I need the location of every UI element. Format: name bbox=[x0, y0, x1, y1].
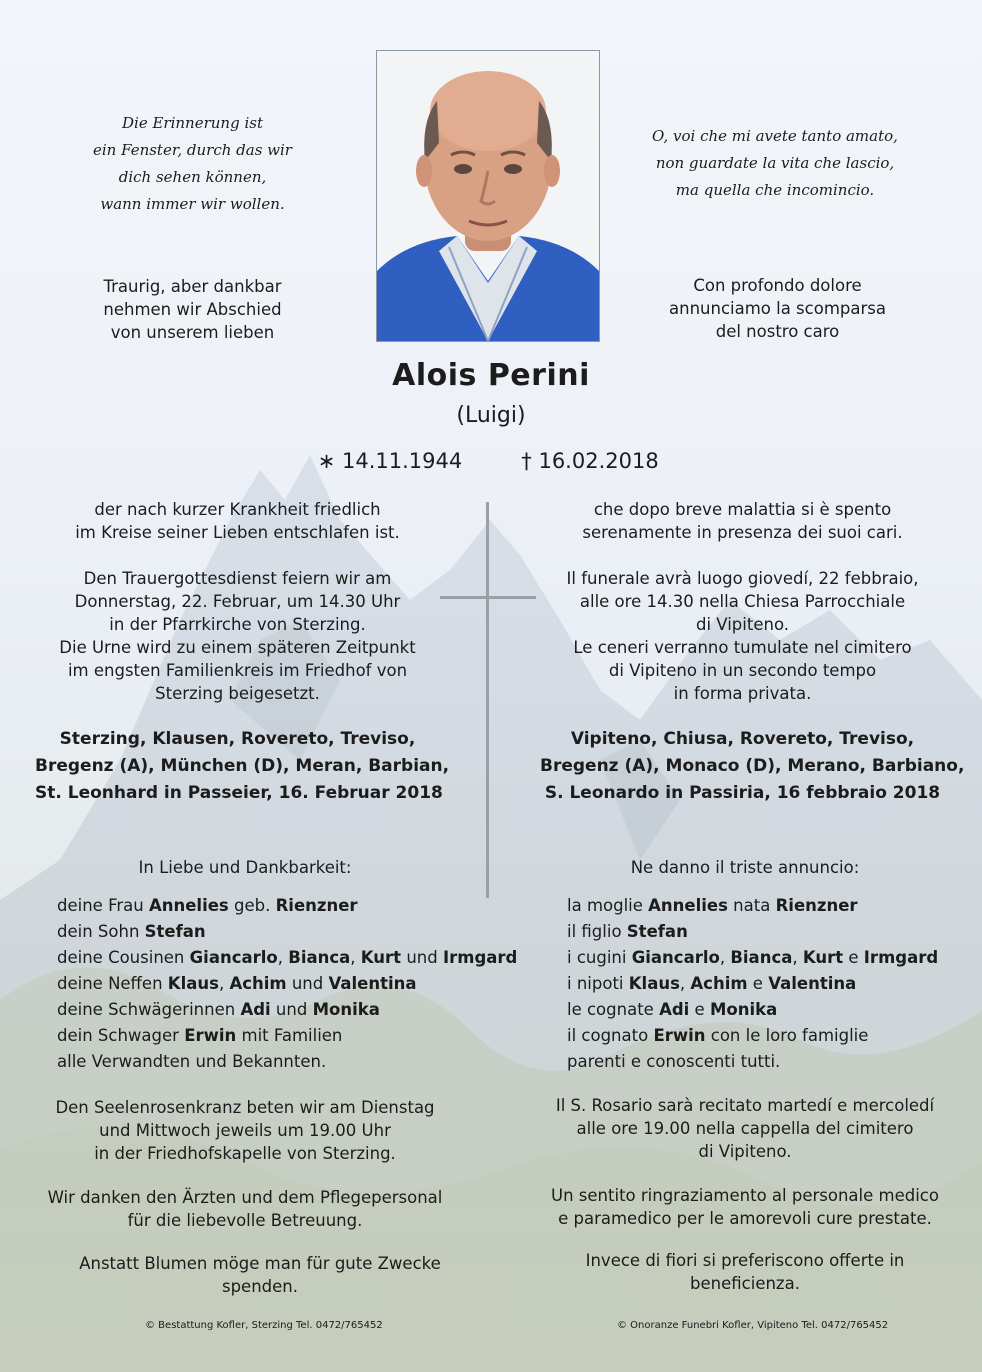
italian-thanks-line: e paramedico per le amorevoli cure prestate. bbox=[558, 1209, 932, 1228]
mourner-relation: , bbox=[719, 948, 731, 967]
mourner-line bbox=[567, 1023, 967, 1049]
italian-passing-line: serenamente in presenza dei suoi cari. bbox=[582, 523, 903, 542]
mourner-name: Monika bbox=[709, 1000, 778, 1019]
german-service-line: Sterzing beigesetzt. bbox=[155, 684, 320, 703]
mourner-relation: e bbox=[843, 948, 864, 967]
mourner-relation: deine Neffen bbox=[57, 974, 168, 993]
mourner-name: Bianca bbox=[730, 948, 793, 967]
german-quote-line: Die Erinnerung ist bbox=[122, 114, 263, 132]
mourner-name: Klaus bbox=[167, 974, 219, 993]
german-places-line: St. Leonhard in Passeier, 16. Februar 2018 bbox=[35, 783, 443, 803]
mourner-relation: , bbox=[679, 974, 691, 993]
german-mourners-title: In Liebe und Dankbarkeit: bbox=[138, 858, 352, 877]
birth-date: ∗ 14.11.1944 bbox=[317, 449, 463, 473]
mourner-relation: deine Frau bbox=[57, 896, 149, 915]
german-places-line: Bregenz (A), München (D), Meran, Barbian, bbox=[35, 756, 450, 776]
german-footer: © Bestattung Kofler, Sterzing Tel. 0472/765452 bbox=[145, 1320, 383, 1331]
italian-places-line: Bregenz (A), Monaco (D), Merano, Barbiano, bbox=[540, 756, 965, 776]
mourner-relation: geb. bbox=[228, 896, 276, 915]
german-passing-line: der nach kurzer Krankheit friedlich bbox=[94, 500, 381, 519]
deceased-name: Alois Perini bbox=[392, 358, 590, 393]
mourner-line bbox=[57, 1049, 447, 1075]
mourner-relation: il figlio bbox=[567, 922, 627, 941]
german-passing-line: im Kreise seiner Lieben entschlafen ist. bbox=[75, 523, 400, 542]
mourner-name: Rienzner bbox=[275, 896, 358, 915]
mourner-line bbox=[567, 893, 967, 919]
mourner-line bbox=[567, 919, 967, 945]
italian-thanks-line: Un sentito ringraziamento al personale medico bbox=[551, 1186, 939, 1205]
italian-mourners-title: Ne danno il triste annuncio: bbox=[630, 858, 860, 877]
german-quote-line: dich sehen können, bbox=[118, 168, 267, 186]
italian-service-line: Il funerale avrà luogo giovedí, 22 febbraio, bbox=[566, 569, 919, 588]
mourner-name: Giancarlo bbox=[631, 948, 720, 967]
mourner-relation: parenti e conoscenti tutti. bbox=[567, 1052, 781, 1071]
german-rosary-line: und Mittwoch jeweils um 19.00 Uhr bbox=[99, 1121, 391, 1140]
german-quote-line: wann immer wir wollen. bbox=[100, 195, 285, 213]
italian-places-line: Vipiteno, Chiusa, Rovereto, Treviso, bbox=[570, 729, 915, 749]
mourner-name: Adi bbox=[240, 1000, 271, 1019]
mourner-name: Annelies bbox=[148, 896, 229, 915]
mourner-relation: i cugini bbox=[567, 948, 632, 967]
mourner-relation: e bbox=[747, 974, 769, 993]
italian-thanks bbox=[540, 1184, 950, 1230]
german-intro-line: nehmen wir Abschied bbox=[103, 300, 282, 319]
italian-service-line: di Vipiteno. bbox=[696, 615, 789, 634]
mourner-name: Adi bbox=[659, 1000, 690, 1019]
portrait-photo bbox=[376, 50, 600, 342]
mourner-name: Irmgard bbox=[442, 948, 518, 967]
german-service-line: im engsten Familienkreis im Friedhof von bbox=[67, 661, 408, 680]
mourner-name: Klaus bbox=[628, 974, 680, 993]
german-places bbox=[35, 726, 450, 807]
german-quote-line: ein Fenster, durch das wir bbox=[93, 141, 292, 159]
mourner-relation: con le loro famiglie bbox=[705, 1026, 869, 1045]
mourner-name: Annelies bbox=[648, 896, 728, 915]
mourner-line bbox=[57, 893, 447, 919]
mourner-relation: la moglie bbox=[567, 896, 649, 915]
german-donation: Anstatt Blumen möge man für gute Zwecke spenden. bbox=[79, 1254, 441, 1296]
italian-intro bbox=[650, 274, 905, 343]
italian-intro-line: Con profondo dolore bbox=[693, 276, 862, 295]
mourner-line bbox=[57, 997, 447, 1023]
italian-rosary-line: alle ore 19.00 nella cappella del cimitero bbox=[576, 1119, 914, 1138]
italian-places bbox=[540, 726, 965, 807]
german-rosary bbox=[45, 1096, 445, 1165]
mourner-relation: , bbox=[277, 948, 289, 967]
german-intro bbox=[70, 275, 315, 344]
italian-quote-line: non guardate la vita che lascio, bbox=[655, 154, 895, 172]
italian-quote-line: O, voi che mi avete tanto amato, bbox=[652, 127, 898, 145]
mourner-name: Stefan bbox=[144, 922, 206, 941]
italian-rosary-line: di Vipiteno. bbox=[698, 1142, 792, 1161]
mourner-relation: dein Sohn bbox=[57, 922, 145, 941]
italian-intro-line: del nostro caro bbox=[715, 322, 840, 341]
german-rosary-line: in der Friedhofskapelle von Sterzing. bbox=[94, 1144, 396, 1163]
mourner-name: Erwin bbox=[184, 1026, 237, 1045]
mourner-relation: e bbox=[689, 1000, 710, 1019]
italian-service-line: in forma privata. bbox=[673, 684, 812, 703]
death-date: † 16.02.2018 bbox=[521, 449, 659, 473]
mourner-relation: , bbox=[218, 974, 230, 993]
mourner-name: Valentina bbox=[328, 974, 417, 993]
mourner-name: Achim bbox=[690, 974, 748, 993]
italian-footer: © Onoranze Funebri Kofler, Vipiteno Tel. 0472/765452 bbox=[617, 1320, 889, 1331]
german-service-line: in der Pfarrkirche von Sterzing. bbox=[109, 615, 366, 634]
mourner-line bbox=[567, 1049, 967, 1075]
german-mourners-list bbox=[57, 893, 518, 1075]
german-thanks-line: für die liebevolle Betreuung. bbox=[127, 1211, 363, 1230]
italian-mourners-list bbox=[567, 893, 967, 1075]
mourner-name: Irmgard bbox=[863, 948, 939, 967]
mourner-relation: und bbox=[270, 1000, 313, 1019]
italian-rosary bbox=[540, 1094, 950, 1163]
italian-service-line: Le ceneri verranno tumulate nel cimitero bbox=[573, 638, 912, 657]
german-rosary-line: Den Seelenrosenkranz beten wir am Dienstag bbox=[55, 1098, 435, 1117]
mourner-name: Achim bbox=[229, 974, 287, 993]
german-thanks bbox=[45, 1186, 445, 1232]
mourner-line bbox=[57, 1023, 447, 1049]
italian-service bbox=[540, 567, 945, 705]
mourner-relation: und bbox=[286, 974, 329, 993]
mourner-name: Valentina bbox=[768, 974, 857, 993]
portrait-illustration bbox=[377, 51, 599, 341]
german-places-line: Sterzing, Klausen, Rovereto, Treviso, bbox=[59, 729, 416, 749]
mourner-name: Giancarlo bbox=[189, 948, 278, 967]
mourner-relation: , bbox=[792, 948, 803, 967]
italian-service-line: di Vipiteno in un secondo tempo bbox=[608, 661, 877, 680]
italian-passing bbox=[540, 498, 945, 544]
mourner-relation: le cognate bbox=[567, 1000, 660, 1019]
mourner-line bbox=[567, 971, 967, 997]
mourner-relation: deine Schwägerinnen bbox=[57, 1000, 241, 1019]
italian-places-line: S. Leonardo in Passiria, 16 febbraio 2018 bbox=[544, 783, 941, 803]
mourner-relation: i nipoti bbox=[567, 974, 629, 993]
german-quote bbox=[70, 110, 315, 218]
german-service-line: Donnerstag, 22. Februar, um 14.30 Uhr bbox=[74, 592, 401, 611]
mourner-line bbox=[57, 971, 447, 997]
italian-quote-line: ma quella che incomincio. bbox=[675, 181, 875, 199]
italian-intro-line: annunciamo la scomparsa bbox=[669, 299, 886, 318]
mourner-name: Rienzner bbox=[775, 896, 858, 915]
mourner-relation: nata bbox=[727, 896, 776, 915]
mourner-name: Monika bbox=[312, 1000, 380, 1019]
italian-rosary-line: Il S. Rosario sarà recitato martedí e mercoledí bbox=[555, 1096, 935, 1115]
german-thanks-line: Wir danken den Ärzten und dem Pflegepersonal bbox=[47, 1188, 443, 1207]
mourner-relation: und bbox=[401, 948, 443, 967]
mourner-name: Kurt bbox=[360, 948, 402, 967]
mourner-name: Erwin bbox=[653, 1026, 706, 1045]
deceased-alias: (Luigi) bbox=[456, 403, 526, 428]
mourner-line bbox=[57, 945, 518, 971]
mourner-relation: il cognato bbox=[567, 1026, 654, 1045]
mourner-relation: alle Verwandten und Bekannten. bbox=[57, 1052, 327, 1071]
italian-passing-line: che dopo breve malattia si è spento bbox=[593, 500, 892, 519]
mourner-relation: dein Schwager bbox=[57, 1026, 185, 1045]
mourner-name: Bianca bbox=[288, 948, 351, 967]
cross-icon bbox=[440, 502, 536, 898]
mourner-name: Stefan bbox=[626, 922, 688, 941]
mourner-relation: mit Familien bbox=[236, 1026, 343, 1045]
german-service bbox=[45, 567, 430, 705]
mourner-relation: deine Cousinen bbox=[57, 948, 190, 967]
german-passing bbox=[45, 498, 430, 544]
german-intro-line: von unserem lieben bbox=[110, 323, 275, 342]
mourner-line bbox=[567, 997, 967, 1023]
italian-donation: Invece di fiori si preferiscono offerte in beneficienza. bbox=[585, 1251, 905, 1293]
italian-service-line: alle ore 14.30 nella Chiesa Parrocchiale bbox=[579, 592, 906, 611]
mourner-name: Kurt bbox=[802, 948, 844, 967]
mourner-line bbox=[57, 919, 447, 945]
italian-quote bbox=[630, 123, 920, 204]
german-intro-line: Traurig, aber dankbar bbox=[103, 277, 282, 296]
mourner-line bbox=[567, 945, 967, 971]
german-service-line: Den Trauergottesdienst feiern wir am bbox=[83, 569, 392, 588]
german-service-line: Die Urne wird zu einem späteren Zeitpunkt bbox=[59, 638, 416, 657]
mourner-relation: , bbox=[350, 948, 361, 967]
